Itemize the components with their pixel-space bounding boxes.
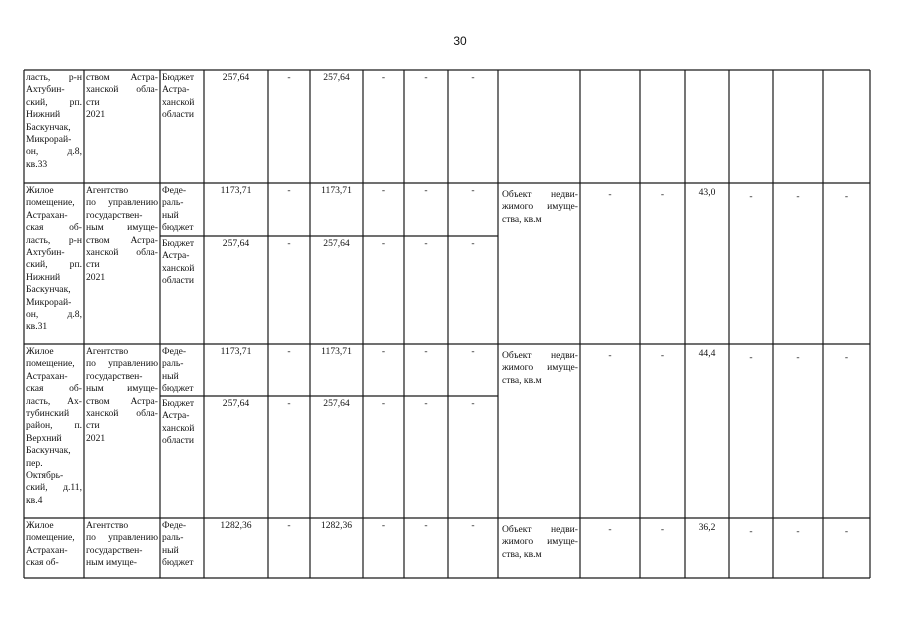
indicator-value-2: - [660, 524, 665, 535]
property-indicator-cell-line: жимого имуще- [502, 201, 578, 213]
agency-cell-line: по управлению [86, 532, 158, 544]
budget-source-cell-line: раль- [162, 197, 184, 209]
agency-cell-line: ством Астра- [86, 72, 158, 83]
funding-value-6: - [471, 520, 475, 531]
object-address-cell-line: Баскунчак, [26, 121, 71, 133]
funding-total-value: 257,64 [222, 72, 250, 83]
indicator-value-6: - [844, 526, 849, 537]
funding-value-5: - [424, 238, 428, 249]
budget-source-cell-line: ханской [162, 262, 195, 274]
budget-source-cell-line: области [162, 109, 195, 121]
budget-source-cell-line: ханской [162, 96, 195, 108]
budget-source-cell [162, 185, 202, 235]
funding-value-6: - [471, 346, 475, 357]
page-number: 30 [453, 34, 467, 48]
budget-source-cell-line: Феде- [162, 520, 187, 531]
funding-total-value: 1173,71 [220, 346, 252, 357]
agency-cell-line: ханской обла- [86, 408, 158, 420]
funding-value-2: - [287, 185, 291, 196]
indicator-value-1: - [608, 524, 612, 535]
indicator-value-2: - [660, 350, 665, 361]
budget-source-cell-line: области [162, 435, 195, 447]
object-address-cell [26, 346, 82, 507]
funding-value-6: - [471, 398, 475, 409]
budget-source-cell-line: Бюджет [162, 238, 195, 249]
object-address-cell-line: кв.31 [26, 321, 48, 333]
funding-value-2: - [287, 238, 291, 249]
object-address-cell-line: Нижний [26, 109, 61, 121]
object-address-cell-line: Жилое [26, 346, 54, 357]
funding-value-3: 1173,71 [321, 185, 352, 196]
funding-total-value: 257,64 [222, 238, 250, 249]
funding-value-5: - [424, 520, 428, 531]
budget-source-cell-line: бюджет [162, 222, 194, 234]
agency-cell-line: 2021 [86, 271, 106, 283]
object-address-cell [26, 185, 82, 334]
agency-cell-line: ным имуще- [86, 557, 137, 569]
object-address-cell-line: пер. [26, 457, 43, 469]
object-address-cell-line: Баскунчак, [26, 445, 71, 457]
object-address-cell-line: помещение, [26, 197, 75, 209]
budget-source-cell-line: Бюджет [162, 398, 195, 409]
agency-cell [86, 72, 158, 122]
agency-cell-line: ством Астра- [86, 234, 158, 246]
agency-cell-line: ханской обла- [86, 247, 158, 259]
object-address-cell-line: ский, д.11, [26, 482, 82, 494]
object-address-cell-line: Микрорай- [26, 296, 72, 308]
funding-value-3: 257,64 [323, 238, 350, 249]
budget-source-cell-line: области [162, 275, 195, 287]
agency-cell [86, 346, 158, 445]
object-address-cell-line: ласть, Ах- [26, 395, 82, 407]
budget-source-cell-line: бюджет [162, 383, 194, 395]
object-address-cell-line: Микрорай- [26, 134, 72, 146]
object-address-cell-line: он, д.8, [26, 146, 82, 158]
funding-value-2: - [287, 72, 291, 83]
object-address-cell-line: кв.4 [26, 494, 43, 506]
funding-value-6: - [471, 72, 475, 83]
object-address-cell-line: Октябрь- [26, 470, 64, 482]
indicator-value-1: - [608, 189, 612, 200]
funding-total-value: 257,64 [222, 398, 250, 409]
funding-value-4: - [381, 72, 386, 83]
funding-value-4: - [381, 238, 386, 249]
object-address-cell-line: кв.33 [26, 158, 48, 170]
property-indicator-cell [502, 524, 578, 561]
budget-source-cell-line: Бюджет [162, 72, 195, 83]
funding-value-3: 257,64 [323, 72, 350, 83]
budget-source-cell-line: Феде- [162, 346, 187, 357]
budget-source-cell-line: Астра- [162, 250, 190, 262]
property-indicator-cell [502, 189, 578, 226]
object-address-cell-line: ская об- [26, 557, 59, 569]
agency-cell-line: 2021 [86, 432, 106, 444]
object-address-cell-line: ская об- [26, 222, 82, 234]
indicator-value-4: - [749, 526, 753, 537]
funding-value-3: 1173,71 [321, 346, 352, 357]
property-indicator-cell-line: жимого имуще- [502, 362, 578, 374]
funding-value-4: - [381, 185, 386, 196]
object-address-cell-line: тубинский [26, 408, 70, 420]
agency-cell [86, 520, 158, 570]
indicator-value-5: - [796, 191, 800, 202]
funding-value-5: - [424, 72, 428, 83]
object-address-cell [26, 72, 82, 171]
object-address-cell-line: Жилое [26, 520, 54, 531]
budget-source-cell [162, 238, 202, 288]
area-value: 43,0 [698, 187, 716, 198]
object-address-cell-line: ласть, р-н [26, 234, 82, 246]
budget-source-cell-line: раль- [162, 532, 184, 544]
funding-value-2: - [287, 346, 291, 357]
funding-value-5: - [424, 346, 428, 357]
indicator-value-5: - [796, 352, 800, 363]
indicator-value-6: - [844, 352, 849, 363]
funding-value-3: 257,64 [323, 398, 350, 409]
object-address-cell-line: ласть, р-н [26, 72, 82, 83]
object-address-cell-line: ский, рп. [26, 259, 82, 271]
object-address-cell-line: район, п. [26, 420, 82, 432]
budget-source-cell-line: бюджет [162, 557, 194, 569]
agency-cell-line: Агентство [86, 185, 129, 196]
indicator-value-1: - [608, 350, 612, 361]
agency-cell-line: по управлению [86, 197, 158, 209]
funding-value-2: - [287, 520, 291, 531]
property-indicator-cell-line: ства, кв.м [502, 374, 542, 386]
agency-cell-line: сти [86, 259, 100, 271]
property-indicator-cell-line: ства, кв.м [502, 213, 542, 225]
property-indicator-cell-line: ства, кв.м [502, 548, 542, 560]
object-address-cell-line: ский, рп. [26, 96, 82, 108]
indicator-value-2: - [660, 189, 665, 200]
property-indicator-cell-line: Объект недви- [502, 350, 578, 361]
property-indicator-cell-line: Объект недви- [502, 524, 578, 535]
object-address-cell [26, 520, 82, 570]
agency-cell-line: государствен- [86, 209, 143, 221]
budget-source-cell [162, 72, 202, 122]
funding-value-4: - [381, 346, 386, 357]
budget-source-cell [162, 520, 202, 570]
budget-source-cell-line: Астра- [162, 410, 190, 422]
budget-source-cell-line: ханской [162, 422, 195, 434]
budget-source-cell-line: ный [162, 370, 179, 382]
budget-source-cell-line: раль- [162, 358, 184, 370]
agency-cell-line: ханской обла- [86, 84, 158, 96]
agency-cell-line: ным имуще- [86, 383, 158, 395]
agency-cell-line: государствен- [86, 370, 143, 382]
agency-cell [86, 185, 158, 284]
agency-cell-line: 2021 [86, 109, 106, 121]
area-value: 36,2 [698, 522, 716, 533]
indicator-value-6: - [844, 191, 849, 202]
agency-cell-line: сти [86, 96, 100, 108]
agency-cell-line: ством Астра- [86, 395, 158, 407]
budget-source-cell-line: ный [162, 544, 179, 556]
funding-value-5: - [424, 185, 428, 196]
agency-cell-line: сти [86, 420, 100, 432]
property-indicator-cell-line: жимого имуще- [502, 536, 578, 548]
agency-cell-line: государствен- [86, 544, 143, 556]
object-address-cell-line: Нижний [26, 271, 61, 283]
object-address-cell-line: Жилое [26, 185, 54, 196]
agency-cell-line: ным имуще- [86, 222, 158, 234]
object-address-cell-line: помещение, [26, 532, 75, 544]
budget-source-cell [162, 346, 202, 396]
budget-source-cell [162, 398, 202, 448]
funding-value-4: - [381, 398, 386, 409]
property-indicator-cell-line: Объект недви- [502, 189, 578, 200]
budget-source-cell-line: ный [162, 209, 179, 221]
object-address-cell-line: Ахтубин- [26, 247, 65, 259]
object-address-cell-line: ская об- [26, 383, 82, 395]
indicator-value-4: - [749, 191, 753, 202]
funding-total-value: 1173,71 [220, 185, 252, 196]
object-address-cell-line: Баскунчак, [26, 284, 71, 296]
indicator-value-4: - [749, 352, 753, 363]
object-address-cell-line: Астрахан- [26, 544, 68, 556]
object-address-cell-line: он, д.8, [26, 309, 82, 321]
funding-value-6: - [471, 185, 475, 196]
area-value: 44,4 [698, 348, 716, 359]
agency-cell-line: по управлению [86, 358, 158, 370]
funding-total-value: 1282,36 [220, 520, 252, 531]
funding-value-6: - [471, 238, 475, 249]
object-address-cell-line: Верхний [26, 432, 62, 444]
budget-source-cell-line: Астра- [162, 84, 190, 96]
budget-source-cell-line: Феде- [162, 185, 187, 196]
property-indicator-cell [502, 350, 578, 387]
funding-value-4: - [381, 520, 386, 531]
agency-cell-line: Агентство [86, 346, 129, 357]
indicator-value-5: - [796, 526, 800, 537]
agency-cell-line: Агентство [86, 520, 129, 531]
object-address-cell-line: Астрахан- [26, 370, 68, 382]
object-address-cell-line: помещение, [26, 358, 75, 370]
funding-value-5: - [424, 398, 428, 409]
object-address-cell-line: Ахтубин- [26, 84, 65, 96]
funding-value-2: - [287, 398, 291, 409]
object-address-cell-line: Астрахан- [26, 209, 68, 221]
funding-value-3: 1282,36 [320, 520, 353, 531]
